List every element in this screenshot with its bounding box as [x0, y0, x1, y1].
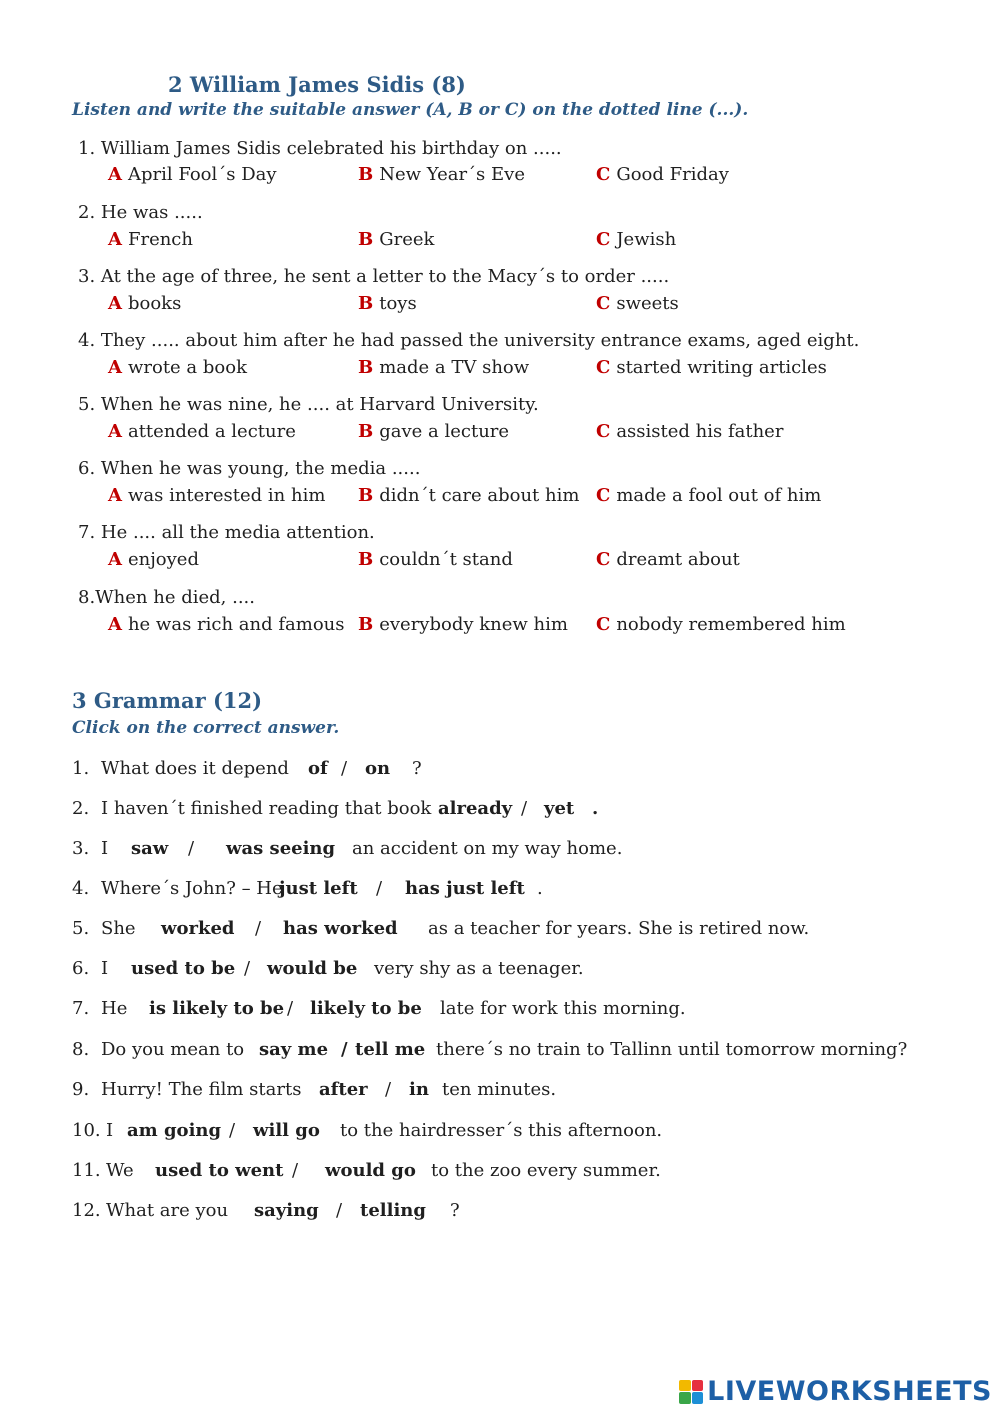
question-4-option-a[interactable]: A wrote a book [108, 357, 247, 378]
grammar-item-12-slash: / [336, 1200, 343, 1221]
grammar-item-5-number: 5. [72, 918, 90, 939]
grammar-item-6-option-1[interactable]: used to be [131, 958, 236, 979]
grammar-item-11-after: to the zoo every summer. [431, 1160, 661, 1181]
grammar-item-4-option-1[interactable]: just left [279, 878, 358, 899]
grammar-item-7-option-2[interactable]: likely to be [310, 998, 422, 1019]
grammar-item-2-option-1[interactable]: already [438, 798, 513, 819]
grammar-item-3-slash: / [188, 838, 195, 859]
grammar-item-8-after: there´s no train to Tallinn until tomorrow morning? [436, 1039, 908, 1060]
grammar-item-1-number: 1. [72, 758, 90, 779]
grammar-item-2-after: . [592, 798, 599, 819]
question-3-option-c[interactable]: C sweets [596, 293, 679, 314]
question-1-option-c[interactable]: C Good Friday [596, 164, 729, 185]
grammar-item-2-number: 2. [72, 798, 90, 819]
question-3-option-b[interactable]: B toys [358, 293, 417, 314]
grammar-item-10-option-2[interactable]: will go [253, 1120, 320, 1141]
grammar-item-6-number: 6. [72, 958, 90, 979]
question-4-option-c[interactable]: C started writing articles [596, 357, 827, 378]
question-2-option-a[interactable]: A French [108, 229, 193, 250]
grammar-item-6-before: I [101, 958, 109, 979]
grammar-item-9-option-1[interactable]: after [319, 1079, 368, 1100]
grammar-item-1-after: ? [412, 758, 422, 779]
grammar-item-4-number: 4. [72, 878, 90, 899]
grammar-item-3-option-2[interactable]: was seeing [226, 838, 336, 859]
grammar-item-10-slash: / [229, 1120, 236, 1141]
grammar-item-9-slash: / [385, 1079, 392, 1100]
grammar-item-8-number: 8. [72, 1039, 90, 1060]
question-8-option-c[interactable]: C nobody remembered him [596, 614, 846, 635]
grammar-item-8-slash: / [341, 1039, 348, 1060]
grammar-item-7-option-1[interactable]: is likely to be [149, 998, 285, 1019]
question-2-option-c[interactable]: C Jewish [596, 229, 677, 250]
question-3-option-a[interactable]: A books [108, 293, 182, 314]
grammar-item-5-after: as a teacher for years. She is retired now. [428, 918, 810, 939]
question-7-option-c[interactable]: C dreamt about [596, 549, 740, 570]
grammar-item-10-before: I [106, 1120, 114, 1141]
grammar-item-1-slash: / [341, 758, 348, 779]
grammar-item-4-slash: / [376, 878, 383, 899]
grammar-item-10-after: to the hairdresser´s this afternoon. [340, 1120, 663, 1141]
question-5-text: 5. When he was nine, he .... at Harvard University. [78, 394, 539, 415]
grammar-item-11-option-2[interactable]: would go [325, 1160, 416, 1181]
question-1-option-b[interactable]: B New Year´s Eve [358, 164, 525, 185]
grammar-item-12-before: What are you [106, 1200, 229, 1221]
grammar-item-8-before: Do you mean to [101, 1039, 245, 1060]
question-5-option-b[interactable]: B gave a lecture [358, 421, 510, 442]
question-7-option-b[interactable]: B couldn´t stand [358, 549, 513, 570]
question-7-option-a[interactable]: A enjoyed [108, 549, 199, 570]
grammar-item-6-slash: / [244, 958, 251, 979]
grammar-item-1-option-2[interactable]: on [365, 758, 391, 779]
grammar-item-7-number: 7. [72, 998, 90, 1019]
question-8-option-b[interactable]: B everybody knew him [358, 614, 568, 635]
grammar-item-7-slash: / [287, 998, 294, 1019]
grammar-item-9-option-2[interactable]: in [409, 1079, 429, 1100]
grammar-item-11-slash: / [292, 1160, 299, 1181]
question-4-option-b[interactable]: B made a TV show [358, 357, 530, 378]
liveworksheets-logo [679, 1376, 992, 1407]
grammar-item-5-option-2[interactable]: has worked [283, 918, 398, 939]
grammar-item-2-option-2[interactable]: yet [544, 798, 575, 819]
question-2-text: 2. He was ..... [78, 202, 203, 223]
question-8-text: 8.When he died, .... [78, 587, 255, 608]
question-1-option-a[interactable]: A April Fool´s Day [108, 164, 277, 185]
question-6-option-b[interactable]: B didn´t care about him [358, 485, 580, 506]
grammar-item-10-number: 10. [72, 1120, 101, 1141]
question-6-option-a[interactable]: A was interested in him [108, 485, 326, 506]
section3-instruction: Click on the correct answer. [72, 718, 340, 738]
grammar-item-9-number: 9. [72, 1079, 90, 1100]
question-6-option-c[interactable]: C made a fool out of him [596, 485, 822, 506]
grammar-item-5-slash: / [255, 918, 262, 939]
grammar-item-2-before: I haven´t finished reading that book [101, 798, 432, 819]
question-5-option-a[interactable]: A attended a lecture [108, 421, 296, 442]
grammar-item-11-before: We [106, 1160, 134, 1181]
grammar-item-11-option-1[interactable]: used to went [155, 1160, 284, 1181]
grammar-item-6-after: very shy as a teenager. [374, 958, 584, 979]
question-5-option-c[interactable]: C assisted his father [596, 421, 784, 442]
question-3-text: 3. At the age of three, he sent a letter to the Macy´s to order ..... [78, 266, 670, 287]
grammar-item-7-before: He [101, 998, 128, 1019]
grammar-item-4-after: . [537, 878, 543, 899]
grammar-item-12-number: 12. [72, 1200, 101, 1221]
grammar-item-8-option-2[interactable]: tell me [355, 1039, 426, 1060]
liveworksheets-icon [679, 1380, 703, 1404]
brand-name: LIVEWORKSHEETS [707, 1376, 992, 1407]
grammar-item-1-before: What does it depend [101, 758, 289, 779]
grammar-item-4-option-2[interactable]: has just left [405, 878, 525, 899]
grammar-item-11-number: 11. [72, 1160, 101, 1181]
grammar-item-6-option-2[interactable]: would be [267, 958, 358, 979]
question-4-text: 4. They ..... about him after he had passed the university entrance exams, aged eight. [78, 330, 860, 351]
grammar-item-4-before: Where´s John? – He [101, 878, 283, 899]
grammar-item-12-option-1[interactable]: saying [254, 1200, 319, 1221]
section2-instruction: Listen and write the suitable answer (A, B or C) on the dotted line (...). [72, 100, 749, 120]
section2-title: 2 William James Sidis (8) [168, 72, 466, 97]
question-8-option-a[interactable]: A he was rich and famous [108, 614, 345, 635]
question-2-option-b[interactable]: B Greek [358, 229, 435, 250]
question-6-text: 6. When he was young, the media ..... [78, 458, 421, 479]
question-1-text: 1. William James Sidis celebrated his birthday on ..... [78, 138, 562, 159]
question-7-text: 7. He .... all the media attention. [78, 522, 375, 543]
grammar-item-3-option-1[interactable]: saw [131, 838, 169, 859]
grammar-item-1-option-1[interactable]: of [308, 758, 328, 779]
section3-title: 3 Grammar (12) [72, 688, 263, 713]
grammar-item-12-option-2[interactable]: telling [360, 1200, 426, 1221]
grammar-item-9-after: ten minutes. [442, 1079, 557, 1100]
grammar-item-7-after: late for work this morning. [440, 998, 686, 1019]
grammar-item-5-before: She [101, 918, 136, 939]
grammar-item-9-before: Hurry! The film starts [101, 1079, 302, 1100]
grammar-item-2-slash: / [521, 798, 528, 819]
grammar-item-3-after: an accident on my way home. [352, 838, 623, 859]
grammar-item-5-option-1[interactable]: worked [161, 918, 235, 939]
grammar-item-3-number: 3. [72, 838, 90, 859]
grammar-item-10-option-1[interactable]: am going [127, 1120, 222, 1141]
grammar-item-8-option-1[interactable]: say me [259, 1039, 329, 1060]
grammar-item-3-before: I [101, 838, 109, 859]
grammar-item-12-after: ? [450, 1200, 460, 1221]
